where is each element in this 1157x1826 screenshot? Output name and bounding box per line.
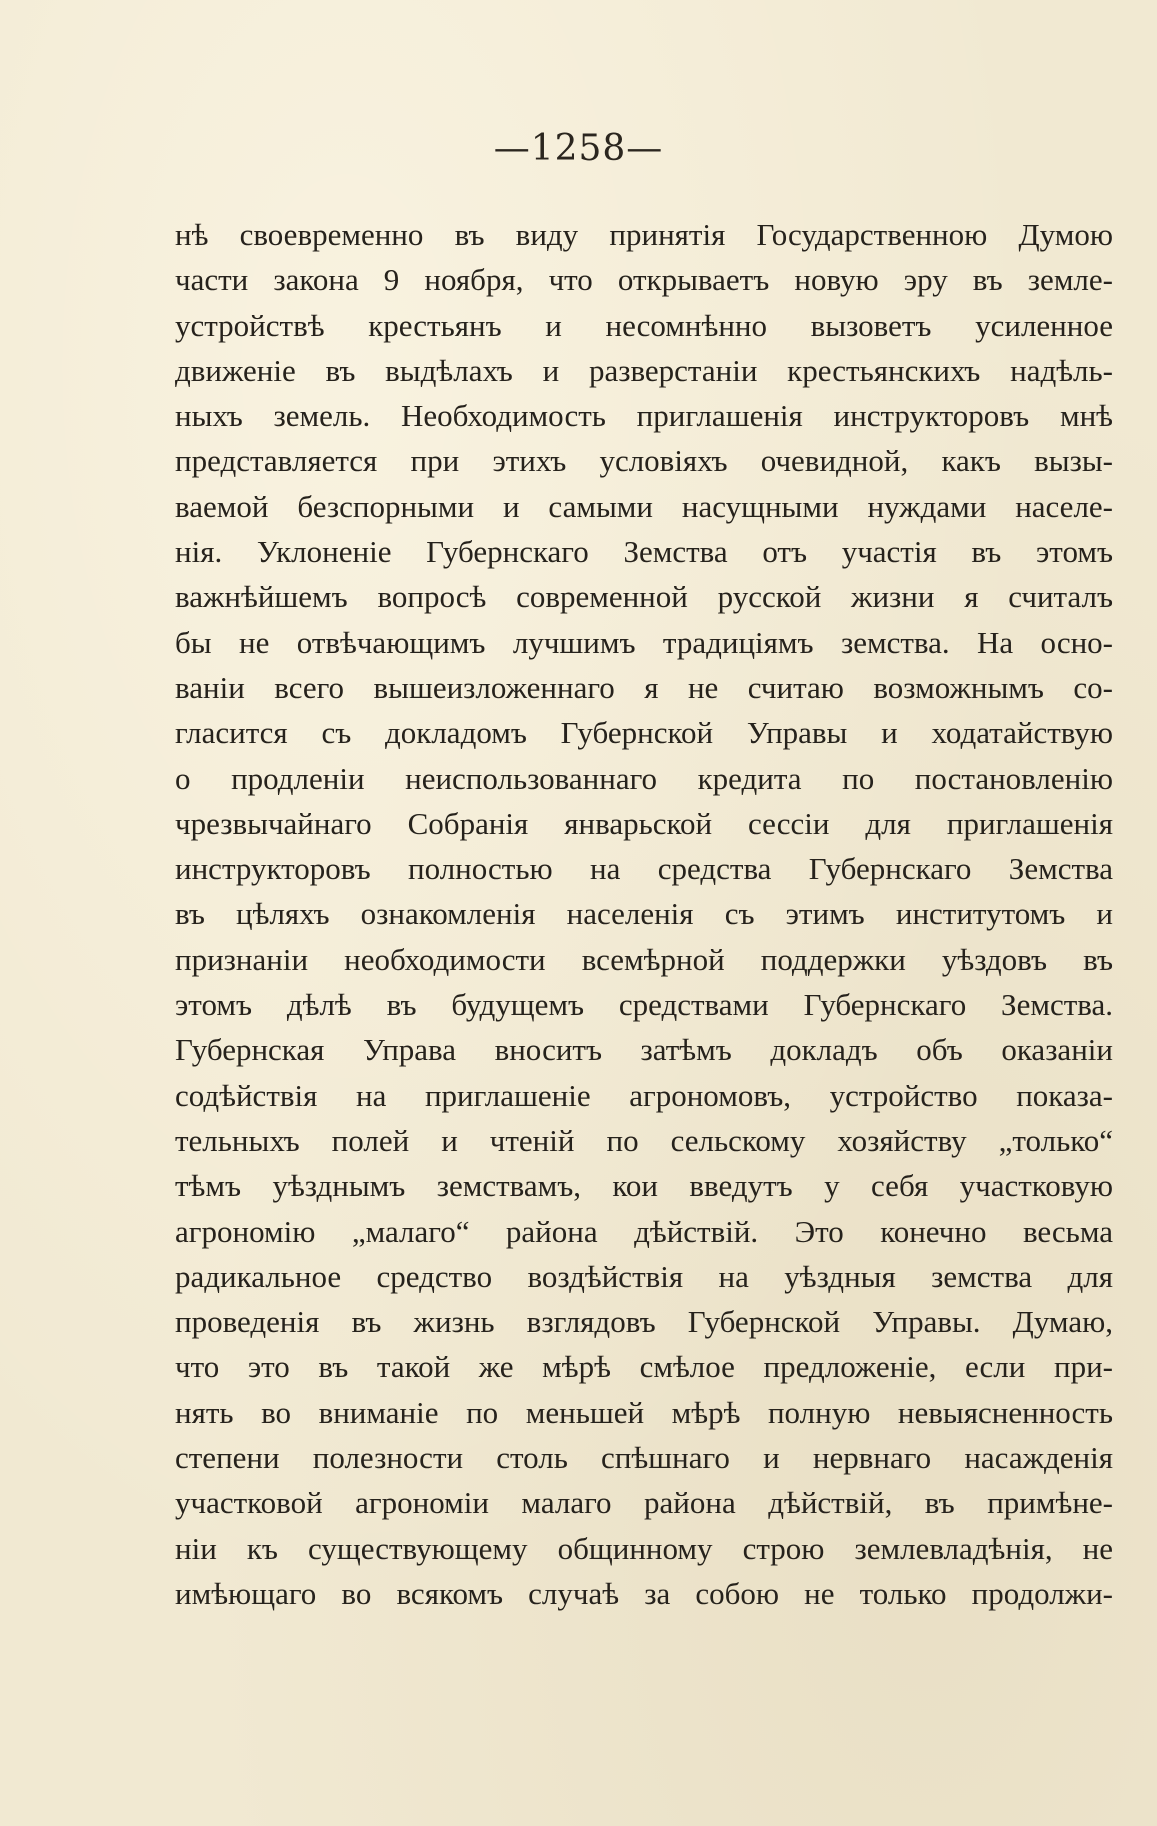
text-line: участковой агрономіи малаго района дѣйствій, въ примѣне- xyxy=(175,1485,1113,1521)
text-line: признаніи необходимости всемѣрной поддержки уѣздовъ въ xyxy=(175,941,1113,977)
text-line: ваніи всего вышеизложеннаго я не считаю возможнымъ со- xyxy=(175,669,1113,705)
text-line: ніи къ существующему общинному строю землевладѣнія, не xyxy=(175,1530,1113,1566)
text-line: тѣмъ уѣзднымъ земствамъ, кои введутъ у себя участковую xyxy=(175,1168,1113,1204)
text-line: тельныхъ полей и чтеній по сельскому хозяйству „только“ xyxy=(175,1122,1113,1158)
text-line: въ цѣляхъ ознакомленія населенія съ этимъ институтомъ и xyxy=(175,896,1113,932)
text-line: чрезвычайнаго Собранія январьской сессіи для приглашенія xyxy=(175,805,1113,841)
text-line: степени полезности столь спѣшнаго и нервнаго насажденія xyxy=(175,1440,1113,1476)
text-line: содѣйствія на приглашеніе агрономовъ, устройство показа- xyxy=(175,1077,1113,1113)
text-line: гласится съ докладомъ Губернской Управы и ходатайствую xyxy=(175,715,1113,751)
text-line: этомъ дѣлѣ въ будущемъ средствами Губернскаго Земства. xyxy=(175,987,1113,1023)
body-text xyxy=(175,212,1113,1616)
text-line: движеніе въ выдѣлахъ и разверстаніи крестьянскихъ надѣль- xyxy=(175,352,1113,388)
text-line: нять во вниманіе по меньшей мѣрѣ полную невыясненность xyxy=(175,1394,1113,1430)
text-line: агрономію „малаго“ района дѣйствій. Это конечно весьма xyxy=(175,1213,1113,1249)
text-line: устройствѣ крестьянъ и несомнѣнно вызоветъ усиленное xyxy=(175,307,1113,343)
text-line: части закона 9 ноября, что открываетъ новую эру въ земле- xyxy=(175,262,1113,298)
text-line: радикальное средство воздѣйствія на уѣздныя земства для xyxy=(175,1258,1113,1294)
text-line: имѣющаго во всякомъ случаѣ за собою не только продолжи- xyxy=(175,1575,1113,1611)
text-line: что это въ такой же мѣрѣ смѣлое предложеніе, если при- xyxy=(175,1349,1113,1385)
text-line: нѣ своевременно въ виду принятія Государственною Думою xyxy=(175,217,1113,252)
text-line: о продленіи неиспользованнаго кредита по постановленію xyxy=(175,760,1113,796)
page-number: —1258— xyxy=(493,128,664,169)
text-line: Губернская Управа вноситъ затѣмъ докладъ объ оказаніи xyxy=(175,1032,1113,1068)
text-line: ныхъ земель. Необходимость приглашенія инструкторовъ мнѣ xyxy=(175,398,1113,434)
text-line: инструкторовъ полностью на средства Губернскаго Земства xyxy=(175,851,1113,887)
text-line: ваемой безспорными и самыми насущными нуждами населе- xyxy=(175,488,1113,524)
text-line: проведенія въ жизнь взглядовъ Губернской Управы. Думаю, xyxy=(175,1304,1113,1340)
text-line: бы не отвѣчающимъ лучшимъ традиціямъ земства. На осно- xyxy=(175,624,1113,660)
text-line: представляется при этихъ условіяхъ очевидной, какъ вызы- xyxy=(175,443,1113,479)
text-line: нія. Уклоненіе Губернскаго Земства отъ участія въ этомъ xyxy=(175,534,1113,570)
text-line: важнѣйшемъ вопросѣ современной русской жизни я считалъ xyxy=(175,579,1113,615)
